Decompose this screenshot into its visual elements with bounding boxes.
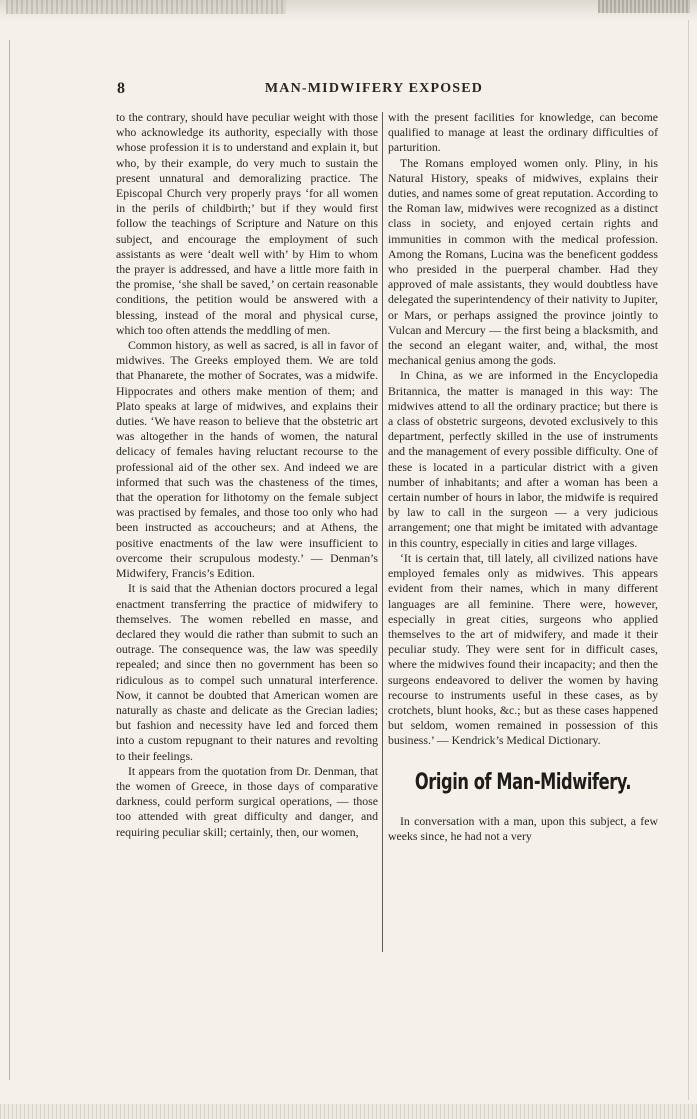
scan-binding-strip-right: [598, 0, 690, 13]
right-column: [388, 110, 658, 844]
running-title: MAN-MIDWIFERY EXPOSED: [264, 81, 484, 96]
right-paragraph-3: In China, as we are informed in the Encyclopedia Britannica, the matter is managed in this way: The midwives attend to all the ordinary practice; but there is a class of obstetric surgeons, devoted exclusively to this department, perfectly skilled in the use of instruments and the management of every possible difficulty. One of these is located in a particular district with a given number of inhabitants; and after a woman has been a certain number of hours in labor, the midwife is required by law to call in the surgeon — a very judicious arrangement; one that might be imitated with advantage in this country, especially in cities and large villages.: [388, 368, 658, 550]
left-column: [116, 110, 378, 840]
scan-edge-bottom: [0, 1104, 697, 1119]
page-header: [110, 80, 638, 100]
page-number: 8: [117, 80, 125, 97]
right-paragraph-5: In conversation with a man, upon this subject, a few weeks since, he had not a very: [388, 813, 658, 843]
page-edge-right: [688, 20, 689, 1100]
right-paragraph-1: with the present facilities for knowledge, can become qualified to manage at least the ordinary difficulties of parturition.: [388, 110, 658, 155]
section-heading: Origin of Man-Midwifery.: [414, 769, 632, 795]
left-paragraph-3: It is said that the Athenian doctors procured a legal enactment transferring the practice of midwifery to themselves. The women rebelled en masse, and declared they would die rather than submit to such an outrage. The consequence was, the law was speedily repealed; and since then no government has been so ridiculous as to compel such unnatural interference. Now, it cannot be doubted that American women are naturally as chaste and delicate as the Grecian ladies; but fashion and necessity have led and forced them into a custom repugnant to their natures and revolting to their feelings.: [116, 581, 378, 763]
left-paragraph-2: Common history, as well as sacred, is all in favor of midwives. The Greeks employed them. We are told that Phanarete, the mother of Socrates, was a midwife. Hippocrates and others make mention of them; and Plato speaks at large of midwives, and explains their duties. ‘We have reason to believe that the obstetric art was altogether in the hands of women, the natural delicacy of females having reluctant recourse to the professional aid of the other sex. And indeed we are informed that such was the chasteness of the times, that the operation for lithotomy on the female subject was practised by females, and those too only who had been instructed as accoucheurs; and at Athens, the positive enactments of the law were insufficient to overcome their scrupulous modesty.’ — Denman’s Midwifery, Francis’s Edition.: [116, 338, 378, 581]
column-divider: [382, 112, 383, 952]
right-paragraph-2: The Romans employed women only. Pliny, in his Natural History, speaks of midwives, explains their duties, and names some of great reputation. According to the Roman law, midwives were recognized as a distinct class in society, and enjoyed certain rights and immunities in common with the medical profession. Among the Romans, Lucina was the beneficent goddess who presided in the puerperal chamber. Had they approved of male assistants, they would doubtless have delegated the superintendency of their nativity to Jupiter, or Mars, or perhaps assigned the province jointly to Vulcan and Mercury — the first being a blacksmith, and the second an elegant waiter, and, withal, the most mechanical genius among the gods.: [388, 155, 658, 368]
right-paragraph-4: ‘It is certain that, till lately, all civilized nations have employed females only as midwives. This appears evident from their names, which in many different languages are all feminine. There were, however, especially in great cities, surgeons who applied themselves to the art of midwifery, and made it their peculiar study. They were sent for in difficult cases, where the midwives found their incapacity; and then the surgeons endeavored to deliver the women by having recourse to instruments useful in these cases, as by crotchets, blunt hooks, &c.; but as these cases happened but seldom, women remained in possession of this business.’ — Kendrick’s Medical Dictionary.: [388, 550, 658, 748]
left-paragraph-1: to the contrary, should have peculiar weight with those who acknowledge its authority, especially with those whose profession it is to understand and explain it, but who, by their example, do very much to sustain the present unnatural and demoralizing practice. The Episcopal Church very properly prays ‘for all women in the perils of childbirth;’ but if they would first follow the teachings of Scripture and Nature on this subject, and encourage the employment of such assistants as were ‘dealt well with’ by Him to whom the prayer is addressed, and have a little more faith in the promise, ‘she shall be saved,’ on certain reasonable conditions, the petition would be answered with a blessing, instead of the moral and physical curse, which too often attends the meddling of men.: [116, 110, 378, 337]
page-edge-left: [9, 40, 10, 1080]
scan-binding-strip-left: [6, 0, 286, 14]
left-paragraph-4: It appears from the quotation from Dr. Denman, that the women of Greece, in those days of comparative darkness, could perform surgical operations, — those too attended with great difficulty and danger, and requiring peculiar skill; certainly, then, our women,: [116, 763, 378, 839]
